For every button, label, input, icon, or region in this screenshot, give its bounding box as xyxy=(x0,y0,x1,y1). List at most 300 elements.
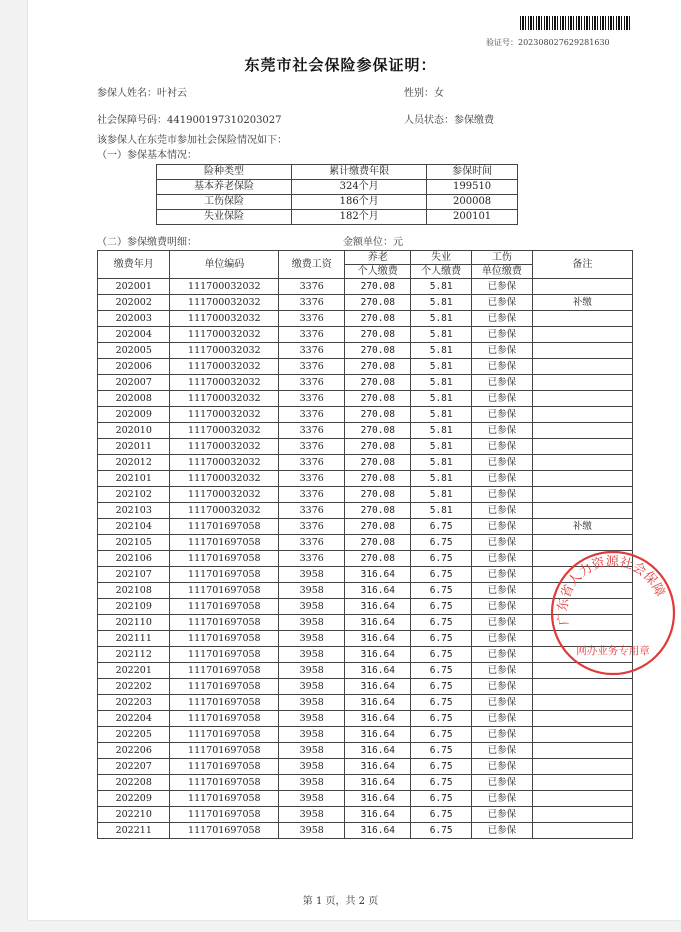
table-cell: 111701697058 xyxy=(170,759,279,775)
table-cell: 270.08 xyxy=(345,487,411,503)
table-row xyxy=(98,583,633,599)
table-row xyxy=(98,535,633,551)
table-cell: 111700032032 xyxy=(170,311,279,327)
basic-cell: 200101 xyxy=(427,210,518,225)
table-cell: 已参保 xyxy=(472,327,533,343)
table-cell: 202107 xyxy=(98,567,170,583)
table-cell: 6.75 xyxy=(411,807,472,823)
table-cell: 316.64 xyxy=(345,807,411,823)
table-cell: 3376 xyxy=(279,439,345,455)
table-cell: 已参保 xyxy=(472,455,533,471)
basic-header-row xyxy=(157,165,518,180)
header-remark: 备注 xyxy=(532,251,632,279)
table-cell: 3376 xyxy=(279,455,345,471)
table-cell: 3376 xyxy=(279,295,345,311)
table-cell: 111701697058 xyxy=(170,599,279,615)
table-cell: 5.81 xyxy=(411,359,472,375)
table-cell: 3376 xyxy=(279,551,345,567)
table-cell: 202006 xyxy=(98,359,170,375)
table-cell: 5.81 xyxy=(411,375,472,391)
table-cell: 6.75 xyxy=(411,567,472,583)
table-cell: 5.81 xyxy=(411,343,472,359)
table-cell: 316.64 xyxy=(345,647,411,663)
table-cell: 270.08 xyxy=(345,439,411,455)
table-cell: 6.75 xyxy=(411,535,472,551)
table-cell: 5.81 xyxy=(411,407,472,423)
table-cell: 3958 xyxy=(279,775,345,791)
table-cell: 316.64 xyxy=(345,791,411,807)
table-cell xyxy=(532,679,632,695)
unit-label: 金额单位：元 xyxy=(343,237,403,248)
table-cell: 6.75 xyxy=(411,727,472,743)
table-cell: 3376 xyxy=(279,311,345,327)
section-detail-title: （二）参保缴费明细： xyxy=(97,237,197,248)
table-cell: 6.75 xyxy=(411,695,472,711)
table-cell: 111701697058 xyxy=(170,535,279,551)
table-cell xyxy=(532,455,632,471)
table-cell: 270.08 xyxy=(345,551,411,567)
basic-info-table xyxy=(156,164,518,225)
table-cell: 已参保 xyxy=(472,487,533,503)
table-row xyxy=(98,423,633,439)
table-cell: 6.75 xyxy=(411,647,472,663)
table-cell: 111700032032 xyxy=(170,295,279,311)
table-cell: 202012 xyxy=(98,455,170,471)
table-cell: 316.64 xyxy=(345,615,411,631)
table-cell: 3376 xyxy=(279,375,345,391)
table-cell: 202202 xyxy=(98,679,170,695)
table-cell: 已参保 xyxy=(472,311,533,327)
table-row xyxy=(98,743,633,759)
table-cell: 已参保 xyxy=(472,631,533,647)
table-cell: 5.81 xyxy=(411,295,472,311)
gender-label: 性别： xyxy=(404,88,434,99)
table-row xyxy=(98,791,633,807)
table-cell: 3958 xyxy=(279,679,345,695)
header-injury-unit: 单位缴费 xyxy=(472,265,533,279)
table-cell: 202209 xyxy=(98,791,170,807)
table-cell: 111700032032 xyxy=(170,455,279,471)
table-cell: 6.75 xyxy=(411,775,472,791)
table-cell xyxy=(532,663,632,679)
table-row xyxy=(98,711,633,727)
gender-field xyxy=(404,84,444,99)
table-cell: 316.64 xyxy=(345,663,411,679)
basic-row xyxy=(157,195,518,210)
table-cell: 已参保 xyxy=(472,775,533,791)
basic-row xyxy=(157,180,518,195)
table-cell: 270.08 xyxy=(345,391,411,407)
table-cell: 202102 xyxy=(98,487,170,503)
table-cell: 5.81 xyxy=(411,487,472,503)
table-row xyxy=(98,455,633,471)
table-cell: 补缴 xyxy=(532,519,632,535)
table-cell: 5.81 xyxy=(411,455,472,471)
table-cell: 202106 xyxy=(98,551,170,567)
table-cell xyxy=(532,759,632,775)
table-cell: 已参保 xyxy=(472,407,533,423)
table-cell: 111700032032 xyxy=(170,359,279,375)
table-cell: 3376 xyxy=(279,279,345,295)
table-cell xyxy=(532,359,632,375)
table-row xyxy=(98,311,633,327)
table-cell: 6.75 xyxy=(411,599,472,615)
table-cell: 3376 xyxy=(279,487,345,503)
table-cell: 202110 xyxy=(98,615,170,631)
table-cell: 111701697058 xyxy=(170,823,279,839)
table-cell: 270.08 xyxy=(345,343,411,359)
table-cell: 3958 xyxy=(279,791,345,807)
table-row xyxy=(98,775,633,791)
table-row xyxy=(98,679,633,695)
table-cell xyxy=(532,631,632,647)
table-cell: 202008 xyxy=(98,391,170,407)
table-cell: 已参保 xyxy=(472,727,533,743)
payment-detail-table xyxy=(97,250,633,839)
table-cell: 202104 xyxy=(98,519,170,535)
table-cell: 已参保 xyxy=(472,439,533,455)
table-cell: 270.08 xyxy=(345,295,411,311)
basic-header-cell: 险种类型 xyxy=(157,165,292,180)
table-row xyxy=(98,391,633,407)
table-cell: 111701697058 xyxy=(170,695,279,711)
table-cell: 3958 xyxy=(279,615,345,631)
table-cell: 已参保 xyxy=(472,375,533,391)
table-cell: 316.64 xyxy=(345,695,411,711)
table-cell: 111700032032 xyxy=(170,471,279,487)
table-cell: 5.81 xyxy=(411,503,472,519)
table-cell: 111701697058 xyxy=(170,567,279,583)
table-cell xyxy=(532,775,632,791)
table-cell: 3958 xyxy=(279,583,345,599)
table-cell: 111701697058 xyxy=(170,679,279,695)
table-cell xyxy=(532,391,632,407)
table-cell: 已参保 xyxy=(472,615,533,631)
table-cell: 202208 xyxy=(98,775,170,791)
table-cell: 6.75 xyxy=(411,791,472,807)
intro-text: 该参保人在东莞市参加社会保险情况如下： xyxy=(97,135,287,146)
name-label: 参保人姓名： xyxy=(97,88,157,99)
table-cell: 202105 xyxy=(98,535,170,551)
table-cell: 202103 xyxy=(98,503,170,519)
table-cell: 270.08 xyxy=(345,279,411,295)
header-injury: 工伤 xyxy=(472,251,533,265)
table-cell xyxy=(532,439,632,455)
table-cell: 111701697058 xyxy=(170,727,279,743)
table-row xyxy=(98,295,633,311)
table-cell: 270.08 xyxy=(345,455,411,471)
table-cell: 111701697058 xyxy=(170,711,279,727)
table-cell: 3958 xyxy=(279,567,345,583)
table-cell: 6.75 xyxy=(411,631,472,647)
table-cell: 270.08 xyxy=(345,407,411,423)
table-cell: 已参保 xyxy=(472,823,533,839)
table-cell: 270.08 xyxy=(345,359,411,375)
table-cell: 202112 xyxy=(98,647,170,663)
table-cell: 3958 xyxy=(279,663,345,679)
table-cell: 316.64 xyxy=(345,631,411,647)
table-row xyxy=(98,343,633,359)
table-cell: 3958 xyxy=(279,695,345,711)
table-cell: 3376 xyxy=(279,359,345,375)
table-cell: 202009 xyxy=(98,407,170,423)
table-cell: 已参保 xyxy=(472,695,533,711)
table-cell xyxy=(532,423,632,439)
table-cell xyxy=(532,503,632,519)
table-row xyxy=(98,647,633,663)
table-cell: 202109 xyxy=(98,599,170,615)
id-label: 社会保障号码： xyxy=(97,115,167,126)
table-cell: 111701697058 xyxy=(170,743,279,759)
table-cell xyxy=(532,791,632,807)
table-cell: 111700032032 xyxy=(170,423,279,439)
status-value: 参保缴费 xyxy=(454,115,494,126)
table-row xyxy=(98,551,633,567)
table-cell: 316.64 xyxy=(345,711,411,727)
gender-value: 女 xyxy=(434,88,444,99)
detail-header-row-1 xyxy=(98,251,633,265)
table-cell: 3376 xyxy=(279,503,345,519)
table-cell: 202203 xyxy=(98,695,170,711)
section-basic-title: （一）参保基本情况： xyxy=(97,150,197,161)
table-cell: 6.75 xyxy=(411,519,472,535)
table-cell: 111701697058 xyxy=(170,583,279,599)
basic-cell: 186个月 xyxy=(292,195,427,210)
table-cell xyxy=(532,375,632,391)
table-row xyxy=(98,503,633,519)
table-cell: 已参保 xyxy=(472,679,533,695)
table-row xyxy=(98,327,633,343)
table-cell: 111700032032 xyxy=(170,375,279,391)
table-cell: 316.64 xyxy=(345,759,411,775)
table-cell: 270.08 xyxy=(345,535,411,551)
table-cell: 3376 xyxy=(279,519,345,535)
table-cell: 316.64 xyxy=(345,599,411,615)
table-cell: 6.75 xyxy=(411,711,472,727)
table-cell xyxy=(532,727,632,743)
table-cell: 111701697058 xyxy=(170,791,279,807)
table-cell: 6.75 xyxy=(411,679,472,695)
table-cell: 270.08 xyxy=(345,375,411,391)
table-cell: 3958 xyxy=(279,711,345,727)
table-cell: 5.81 xyxy=(411,423,472,439)
table-cell: 3958 xyxy=(279,823,345,839)
table-cell xyxy=(532,535,632,551)
table-cell: 5.81 xyxy=(411,439,472,455)
header-unemployment-personal: 个人缴费 xyxy=(411,265,472,279)
header-pension-personal: 个人缴费 xyxy=(345,265,411,279)
basic-header-cell: 参保时间 xyxy=(427,165,518,180)
table-cell: 6.75 xyxy=(411,663,472,679)
table-cell: 270.08 xyxy=(345,311,411,327)
table-row xyxy=(98,375,633,391)
table-cell xyxy=(532,647,632,663)
verify-code xyxy=(486,37,656,48)
table-row xyxy=(98,359,633,375)
table-cell: 已参保 xyxy=(472,343,533,359)
table-cell: 202101 xyxy=(98,471,170,487)
table-cell: 已参保 xyxy=(472,663,533,679)
name-value: 叶衬云 xyxy=(157,88,187,99)
table-cell xyxy=(532,599,632,615)
table-cell xyxy=(532,823,632,839)
table-cell: 已参保 xyxy=(472,423,533,439)
basic-cell: 基本养老保险 xyxy=(157,180,292,195)
table-cell: 270.08 xyxy=(345,503,411,519)
table-cell: 316.64 xyxy=(345,743,411,759)
table-cell: 316.64 xyxy=(345,679,411,695)
table-cell: 270.08 xyxy=(345,519,411,535)
table-row xyxy=(98,663,633,679)
table-cell: 已参保 xyxy=(472,711,533,727)
table-row xyxy=(98,567,633,583)
table-cell: 202205 xyxy=(98,727,170,743)
table-cell: 202206 xyxy=(98,743,170,759)
table-cell: 111700032032 xyxy=(170,439,279,455)
table-cell: 6.75 xyxy=(411,823,472,839)
status-label: 人员状态： xyxy=(404,115,454,126)
table-cell: 111701697058 xyxy=(170,775,279,791)
table-cell: 202003 xyxy=(98,311,170,327)
table-cell: 已参保 xyxy=(472,551,533,567)
table-cell: 202204 xyxy=(98,711,170,727)
table-cell: 316.64 xyxy=(345,567,411,583)
table-cell: 6.75 xyxy=(411,759,472,775)
table-cell: 111700032032 xyxy=(170,327,279,343)
table-cell xyxy=(532,567,632,583)
table-cell xyxy=(532,615,632,631)
table-cell: 111700032032 xyxy=(170,503,279,519)
table-cell: 3958 xyxy=(279,727,345,743)
table-cell xyxy=(532,695,632,711)
basic-cell: 324个月 xyxy=(292,180,427,195)
table-cell: 补缴 xyxy=(532,295,632,311)
table-cell xyxy=(532,711,632,727)
table-cell xyxy=(532,343,632,359)
table-cell: 316.64 xyxy=(345,583,411,599)
id-value: 441900197310203027 xyxy=(167,115,282,126)
table-cell xyxy=(532,743,632,759)
table-cell xyxy=(532,551,632,567)
table-cell: 已参保 xyxy=(472,743,533,759)
seal-outer-text: 广东省人力资源社会保障 xyxy=(555,554,668,627)
header-wage: 缴费工资 xyxy=(279,251,345,279)
table-cell xyxy=(532,311,632,327)
table-row xyxy=(98,631,633,647)
table-cell: 5.81 xyxy=(411,471,472,487)
id-field xyxy=(97,111,282,126)
table-row xyxy=(98,471,633,487)
table-cell: 3958 xyxy=(279,743,345,759)
table-row xyxy=(98,519,633,535)
table-cell: 6.75 xyxy=(411,583,472,599)
table-cell: 已参保 xyxy=(472,647,533,663)
page-title: 东莞市社会保险参保证明： xyxy=(244,56,437,74)
table-cell: 3376 xyxy=(279,327,345,343)
table-cell xyxy=(532,807,632,823)
table-cell: 202111 xyxy=(98,631,170,647)
table-row xyxy=(98,807,633,823)
table-cell xyxy=(532,471,632,487)
table-cell: 已参保 xyxy=(472,519,533,535)
basic-cell: 200008 xyxy=(427,195,518,210)
table-cell: 3958 xyxy=(279,759,345,775)
table-cell: 已参保 xyxy=(472,295,533,311)
table-cell: 5.81 xyxy=(411,391,472,407)
table-cell: 202201 xyxy=(98,663,170,679)
table-cell: 111700032032 xyxy=(170,487,279,503)
table-cell: 已参保 xyxy=(472,391,533,407)
table-row xyxy=(98,439,633,455)
table-cell: 202211 xyxy=(98,823,170,839)
table-cell: 270.08 xyxy=(345,471,411,487)
table-cell: 3376 xyxy=(279,423,345,439)
table-cell: 111701697058 xyxy=(170,519,279,535)
table-cell: 202010 xyxy=(98,423,170,439)
table-cell: 111701697058 xyxy=(170,807,279,823)
table-cell: 111701697058 xyxy=(170,631,279,647)
seal-inner-text: 网办业务专用章 xyxy=(576,645,650,657)
table-cell: 202001 xyxy=(98,279,170,295)
table-row xyxy=(98,695,633,711)
table-cell: 111700032032 xyxy=(170,407,279,423)
table-cell: 已参保 xyxy=(472,599,533,615)
table-cell: 6.75 xyxy=(411,551,472,567)
table-row xyxy=(98,727,633,743)
table-cell: 111701697058 xyxy=(170,663,279,679)
verify-value: 2023080276292816​30 xyxy=(518,38,610,47)
table-cell: 已参保 xyxy=(472,791,533,807)
table-cell: 3958 xyxy=(279,807,345,823)
header-unemployment: 失业 xyxy=(411,251,472,265)
table-cell: 316.64 xyxy=(345,823,411,839)
table-cell: 202007 xyxy=(98,375,170,391)
table-row xyxy=(98,487,633,503)
table-row xyxy=(98,599,633,615)
header-month: 缴费年月 xyxy=(98,251,170,279)
basic-cell: 199510 xyxy=(427,180,518,195)
table-row xyxy=(98,407,633,423)
table-row xyxy=(98,823,633,839)
basic-cell: 182个月 xyxy=(292,210,427,225)
status-field xyxy=(404,111,494,126)
table-cell: 270.08 xyxy=(345,327,411,343)
basic-header-cell: 累计缴费年限 xyxy=(292,165,427,180)
table-cell: 已参保 xyxy=(472,503,533,519)
table-cell: 202210 xyxy=(98,807,170,823)
table-cell: 5.81 xyxy=(411,279,472,295)
table-cell: 已参保 xyxy=(472,567,533,583)
header-pension: 养老 xyxy=(345,251,411,265)
table-cell: 111701697058 xyxy=(170,647,279,663)
table-cell: 111700032032 xyxy=(170,343,279,359)
table-row xyxy=(98,615,633,631)
table-cell: 3376 xyxy=(279,391,345,407)
verify-label: 验证号： xyxy=(486,38,518,47)
table-cell: 3958 xyxy=(279,647,345,663)
table-cell: 3376 xyxy=(279,471,345,487)
table-cell: 202005 xyxy=(98,343,170,359)
table-cell: 3958 xyxy=(279,599,345,615)
name-field xyxy=(97,84,187,99)
header-unit: 单位编码 xyxy=(170,251,279,279)
basic-cell: 工伤保险 xyxy=(157,195,292,210)
table-cell: 3958 xyxy=(279,631,345,647)
basic-cell: 失业保险 xyxy=(157,210,292,225)
table-row xyxy=(98,279,633,295)
table-cell: 已参保 xyxy=(472,759,533,775)
table-cell xyxy=(532,487,632,503)
